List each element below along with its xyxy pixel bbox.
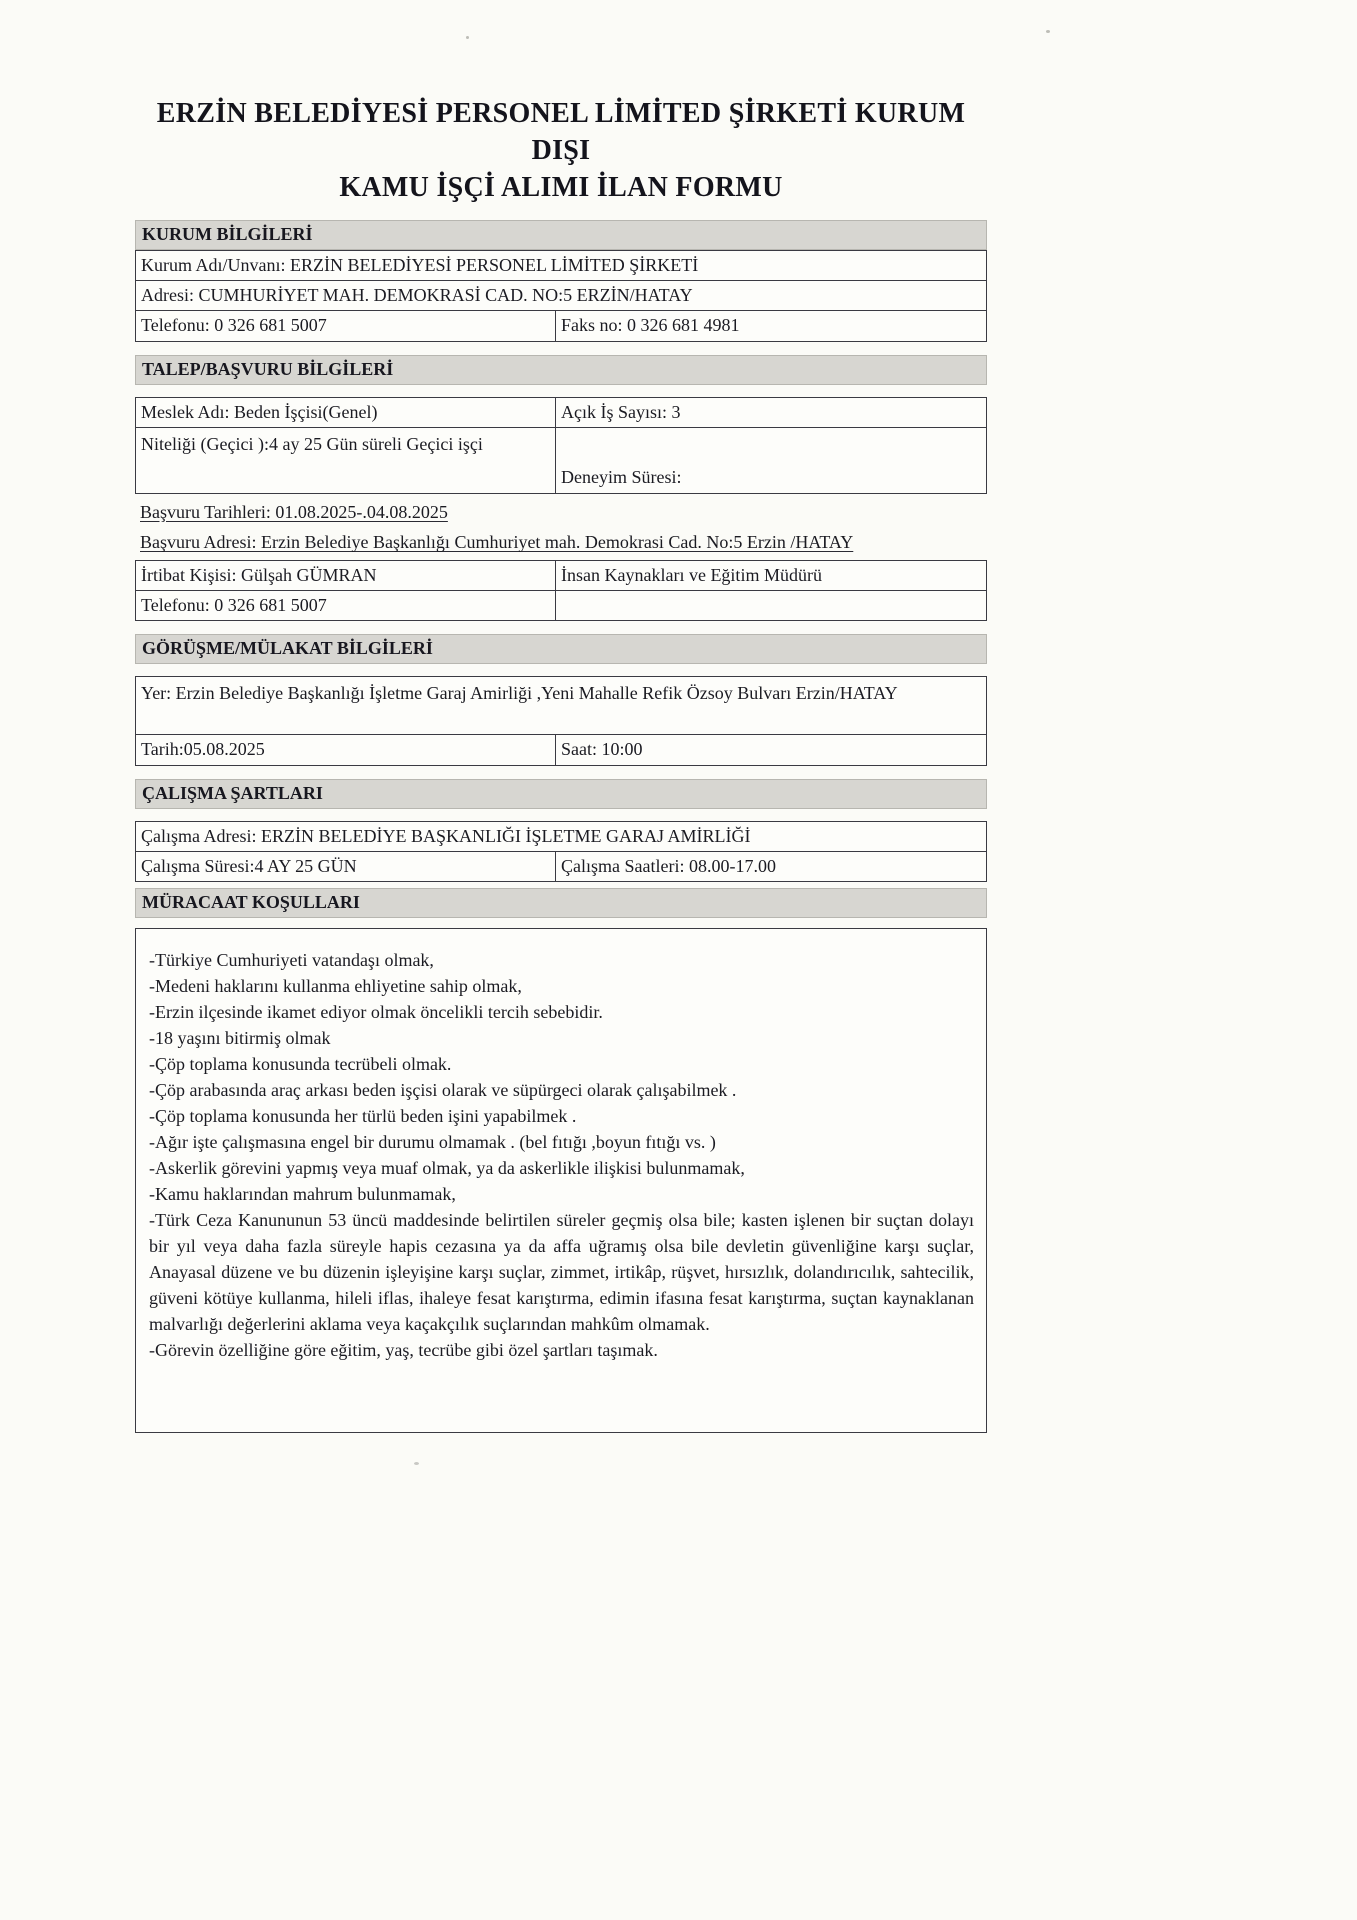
table-irtibat — [135, 560, 987, 622]
table-calisma — [135, 821, 987, 883]
kosul-item: -Türkiye Cumhuriyeti vatandaşı olmak, — [149, 950, 434, 971]
section-header-gorusme-mulakat: GÖRÜŞME/MÜLAKAT BİLGİLERİ — [135, 634, 987, 664]
form-title-line-2: KAMU İŞÇİ ALIMI İLAN FORMU — [339, 171, 783, 203]
kosul-item: -Ağır işte çalışmasına engel bir durumu olmamak . (bel fıtığı ,boyun fıtığı vs. ) — [149, 1132, 716, 1153]
kurum-telefon-cell: Telefonu: 0 326 681 5007 — [136, 311, 556, 340]
scan-speck — [1046, 30, 1050, 33]
table-talep-basvuru — [135, 397, 987, 494]
kosul-item: -Çöp arabasında araç arkası beden işçisi olarak ve süpürgeci olarak çalışabilmek . — [149, 1080, 737, 1101]
deneyim-suresi-cell: Deneyim Süresi: — [561, 466, 682, 487]
gorusme-tarih-cell: Tarih:05.08.2025 — [136, 735, 556, 764]
form-title-line-1: ERZİN BELEDİYESİ PERSONEL LİMİTED ŞİRKETİ KURUM DIŞI — [156, 98, 966, 166]
kurum-adi-cell: Kurum Adı/Unvanı: ERZİN BELEDİYESİ PERSONEL LİMİTED ŞİRKETİ — [141, 254, 699, 275]
calisma-saatleri-cell: Çalışma Saatleri: 08.00-17.00 — [561, 856, 776, 877]
table-gorusme — [135, 676, 987, 765]
gorusme-saat-cell: Saat: 10:00 — [561, 739, 643, 760]
section-header-kurum-bilgileri: KURUM BİLGİLERİ — [135, 220, 987, 250]
muracaat-kosullari-box — [135, 928, 987, 1433]
basvuru-tarihleri-text: Başvuru Tarihleri: 01.08.2025-.04.08.2025 — [140, 502, 448, 523]
table-row — [136, 311, 986, 341]
kurum-faks-cell: Faks no: 0 326 681 4981 — [561, 315, 740, 336]
kosul-item: -Çöp toplama konusunda her türlü beden işini yapabilmek . — [149, 1106, 577, 1127]
kosul-item: -Kamu haklarından mahrum bulunmamak, — [149, 1184, 456, 1205]
kosul-item-long-paragraph: -Türk Ceza Kanununun 53 üncü maddesinde belirtilen süreler geçmiş olsa bile; kasten işlenen bir suçtan dolayı bir yıl veya daha fazla süreyle hapis cezasına ya da affa uğramış olsa bile devletin güvenliğine karşı suçlar, Anayasal düzene ve bu düzenin işleyişine karşı suçlar, zimmet, irtikâp, rüşvet, hırsızlık, dolandırıcılık, sahtecilik, güveni kötüye kullanma, hileli iflas, ihaleye fesat karıştırma, edimin ifasına fesat karıştırma, suçtan kaynaklanan malvarlığı değerlerini aklama veya kaçakçılık suçlarından mahkûm olmamak. — [149, 1210, 974, 1335]
kosul-item: -Askerlik görevini yapmış veya muaf olmak, ya da askerlikle ilişkisi bulunmamak, — [149, 1158, 745, 1179]
empty-cell — [556, 591, 986, 620]
form-sheet — [135, 0, 987, 1433]
section-header-talep-basvuru: TALEP/BAŞVURU BİLGİLERİ — [135, 355, 987, 385]
kosul-item: -Görevin özelliğine göre eğitim, yaş, tecrübe gibi özel şartları taşımak. — [149, 1340, 658, 1361]
table-row — [136, 677, 986, 735]
section-header-calisma-sartlari: ÇALIŞMA ŞARTLARI — [135, 779, 987, 809]
gorusme-yer-cell: Yer: Erzin Belediye Başkanlığı İşletme Garaj Amirliği ,Yeni Mahalle Refik Özsoy Bulvarı Erzin/HATAY — [141, 683, 898, 704]
calisma-adresi-cell: Çalışma Adresi: ERZİN BELEDİYE BAŞKANLIĞI İŞLETME GARAJ AMİRLİĞİ — [141, 825, 751, 846]
kosul-item: -18 yaşını bitirmiş olmak — [149, 1028, 331, 1049]
niteligi-cell: Niteliği (Geçici ):4 ay 25 Gün süreli Geçici işçi — [136, 428, 556, 493]
section-header-muracaat-kosullari: MÜRACAAT KOŞULLARI — [135, 888, 987, 918]
acik-is-sayisi-cell: Açık İş Sayısı: 3 — [561, 401, 681, 422]
scan-speck — [414, 1462, 419, 1465]
table-row — [136, 852, 986, 882]
table-row — [136, 591, 986, 621]
table-row — [136, 251, 986, 281]
table-row — [136, 398, 986, 428]
basvuru-adresi-line — [135, 531, 987, 554]
table-row — [136, 735, 986, 765]
table-row — [136, 428, 986, 494]
basvuru-tarihleri-line — [135, 501, 987, 524]
form-title — [135, 96, 987, 207]
irtibat-unvani-cell: İnsan Kaynakları ve Eğitim Müdürü — [561, 564, 822, 585]
basvuru-adresi-text: Başvuru Adresi: Erzin Belediye Başkanlığı Cumhuriyet mah. Demokrasi Cad. No:5 Erzin /HATAY — [140, 532, 854, 553]
irtibat-telefon-cell: Telefonu: 0 326 681 5007 — [136, 591, 556, 620]
kosul-item: -Çöp toplama konusunda tecrübeli olmak. — [149, 1054, 452, 1075]
table-row — [136, 822, 986, 852]
table-kurum-bilgileri — [135, 250, 987, 342]
kosul-item: -Medeni haklarını kullanma ehliyetine sahip olmak, — [149, 976, 522, 997]
calisma-suresi-cell: Çalışma Süresi:4 AY 25 GÜN — [136, 852, 556, 881]
kurum-adresi-cell: Adresi: CUMHURİYET MAH. DEMOKRASİ CAD. NO:5 ERZİN/HATAY — [141, 285, 693, 306]
table-row — [136, 281, 986, 311]
table-row — [136, 561, 986, 591]
kosul-item: -Erzin ilçesinde ikamet ediyor olmak öncelikli tercih sebebidir. — [149, 1002, 603, 1023]
irtibat-kisisi-cell: İrtibat Kişisi: Gülşah GÜMRAN — [136, 561, 556, 590]
meslek-adi-cell: Meslek Adı: Beden İşçisi(Genel) — [136, 398, 556, 427]
